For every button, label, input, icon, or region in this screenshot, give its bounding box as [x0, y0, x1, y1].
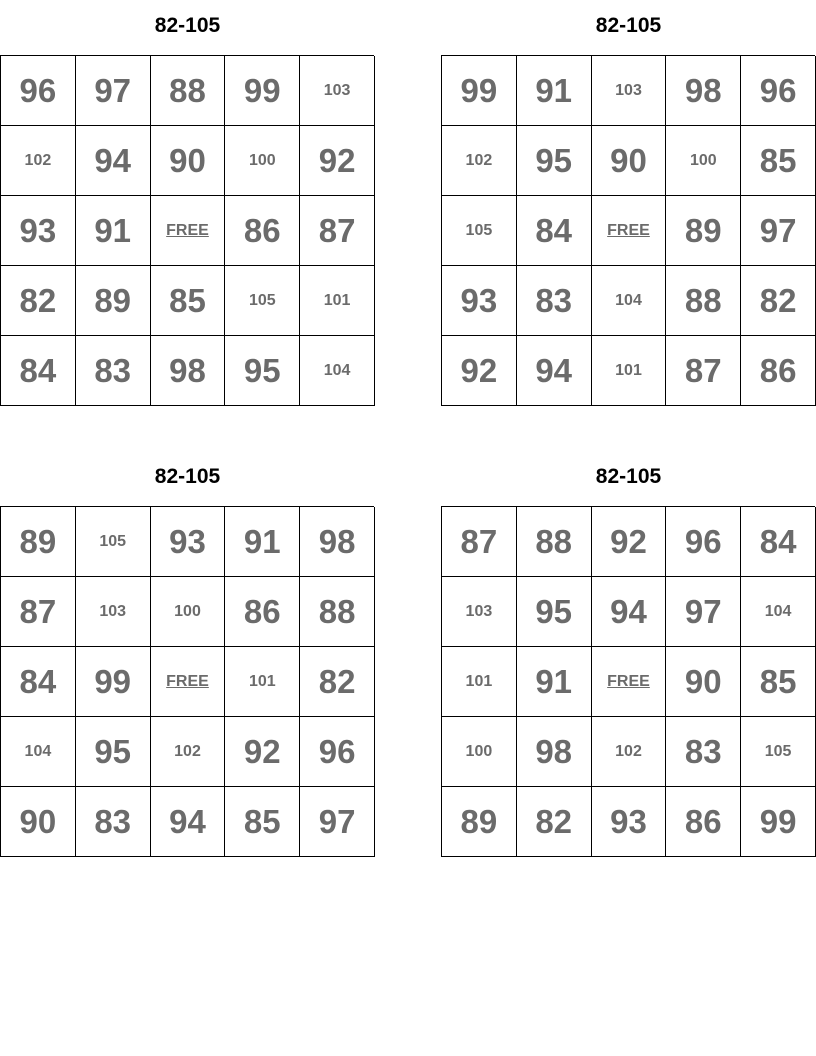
bingo-cell: 88	[666, 266, 741, 336]
bingo-cell: 89	[76, 266, 151, 336]
bingo-cell: 92	[442, 336, 517, 406]
bingo-cell: 82	[517, 787, 592, 857]
bingo-cell: 95	[517, 126, 592, 196]
bingo-cell: 95	[76, 717, 151, 787]
bingo-cell: 101	[300, 266, 375, 336]
bingo-grid	[0, 506, 374, 857]
bingo-cell: 99	[741, 787, 816, 857]
bingo-cell: 97	[300, 787, 375, 857]
bingo-cell: 86	[666, 787, 741, 857]
bingo-cell: 94	[592, 577, 667, 647]
bingo-cell: 88	[517, 507, 592, 577]
bingo-cell: 103	[76, 577, 151, 647]
free-space: FREE	[592, 196, 667, 266]
bingo-cell: 93	[442, 266, 517, 336]
bingo-cell: 89	[666, 196, 741, 266]
bingo-cell: 100	[666, 126, 741, 196]
bingo-cell: 90	[666, 647, 741, 717]
bingo-cell: 102	[442, 126, 517, 196]
bingo-grid	[0, 55, 374, 406]
bingo-cell: 98	[517, 717, 592, 787]
bingo-cell: 90	[592, 126, 667, 196]
bingo-cell: 105	[741, 717, 816, 787]
bingo-cell: 95	[517, 577, 592, 647]
bingo-cell: 102	[1, 126, 76, 196]
bingo-cell: 91	[517, 56, 592, 126]
bingo-cell: 89	[442, 787, 517, 857]
bingo-cell: 96	[741, 56, 816, 126]
bingo-cell: 84	[741, 507, 816, 577]
bingo-cell: 104	[300, 336, 375, 406]
bingo-cell: 95	[225, 336, 300, 406]
bingo-cell: 103	[300, 56, 375, 126]
bingo-cell: 85	[225, 787, 300, 857]
bingo-cell: 101	[592, 336, 667, 406]
bingo-cell: 99	[442, 56, 517, 126]
bingo-cell: 104	[1, 717, 76, 787]
bingo-cell: 91	[76, 196, 151, 266]
card-title: 82-105	[154, 14, 221, 37]
bingo-cell: 103	[592, 56, 667, 126]
bingo-cell: 96	[666, 507, 741, 577]
bingo-cell: 104	[592, 266, 667, 336]
free-space: FREE	[151, 647, 226, 717]
free-space: FREE	[592, 647, 667, 717]
bingo-cell: 82	[300, 647, 375, 717]
bingo-cell: 86	[225, 196, 300, 266]
bingo-cell: 83	[666, 717, 741, 787]
bingo-cell: 83	[76, 787, 151, 857]
card-title: 82-105	[595, 14, 662, 37]
bingo-cell: 87	[442, 507, 517, 577]
bingo-cell: 94	[517, 336, 592, 406]
bingo-cell: 105	[76, 507, 151, 577]
bingo-cell: 85	[741, 647, 816, 717]
bingo-cell: 94	[151, 787, 226, 857]
bingo-cell: 93	[151, 507, 226, 577]
bingo-cell: 102	[151, 717, 226, 787]
bingo-cell: 94	[76, 126, 151, 196]
bingo-cell: 96	[1, 56, 76, 126]
bingo-cell: 92	[300, 126, 375, 196]
bingo-cell: 89	[1, 507, 76, 577]
bingo-cell: 84	[517, 196, 592, 266]
bingo-cell: 90	[151, 126, 226, 196]
bingo-cell: 88	[151, 56, 226, 126]
bingo-cell: 91	[225, 507, 300, 577]
bingo-cell: 100	[225, 126, 300, 196]
bingo-cell: 105	[225, 266, 300, 336]
bingo-cell: 97	[76, 56, 151, 126]
bingo-cell: 99	[225, 56, 300, 126]
bingo-cell: 84	[1, 336, 76, 406]
bingo-cell: 83	[76, 336, 151, 406]
bingo-cell: 92	[225, 717, 300, 787]
bingo-cell: 96	[300, 717, 375, 787]
bingo-cell: 97	[741, 196, 816, 266]
bingo-cell: 104	[741, 577, 816, 647]
bingo-cell: 98	[151, 336, 226, 406]
bingo-cell: 98	[300, 507, 375, 577]
bingo-cell: 88	[300, 577, 375, 647]
bingo-cell: 92	[592, 507, 667, 577]
card-title: 82-105	[154, 465, 221, 488]
bingo-cell: 85	[741, 126, 816, 196]
bingo-cell: 83	[517, 266, 592, 336]
bingo-cell: 82	[1, 266, 76, 336]
bingo-cell: 93	[1, 196, 76, 266]
bingo-cell: 100	[442, 717, 517, 787]
bingo-cell: 87	[300, 196, 375, 266]
free-space: FREE	[151, 196, 226, 266]
bingo-cell: 87	[1, 577, 76, 647]
bingo-cell: 90	[1, 787, 76, 857]
bingo-cell: 97	[666, 577, 741, 647]
bingo-cell: 101	[442, 647, 517, 717]
bingo-cell: 82	[741, 266, 816, 336]
bingo-cell: 91	[517, 647, 592, 717]
bingo-cell: 102	[592, 717, 667, 787]
bingo-cell: 87	[666, 336, 741, 406]
bingo-cell: 101	[225, 647, 300, 717]
bingo-cell: 85	[151, 266, 226, 336]
bingo-cell: 100	[151, 577, 226, 647]
bingo-cell: 86	[741, 336, 816, 406]
bingo-cell: 103	[442, 577, 517, 647]
bingo-grid	[441, 506, 815, 857]
bingo-cell: 99	[76, 647, 151, 717]
card-title: 82-105	[595, 465, 662, 488]
bingo-cell: 86	[225, 577, 300, 647]
bingo-cell: 105	[442, 196, 517, 266]
bingo-grid	[441, 55, 815, 406]
bingo-cell: 84	[1, 647, 76, 717]
bingo-cell: 98	[666, 56, 741, 126]
bingo-cell: 93	[592, 787, 667, 857]
